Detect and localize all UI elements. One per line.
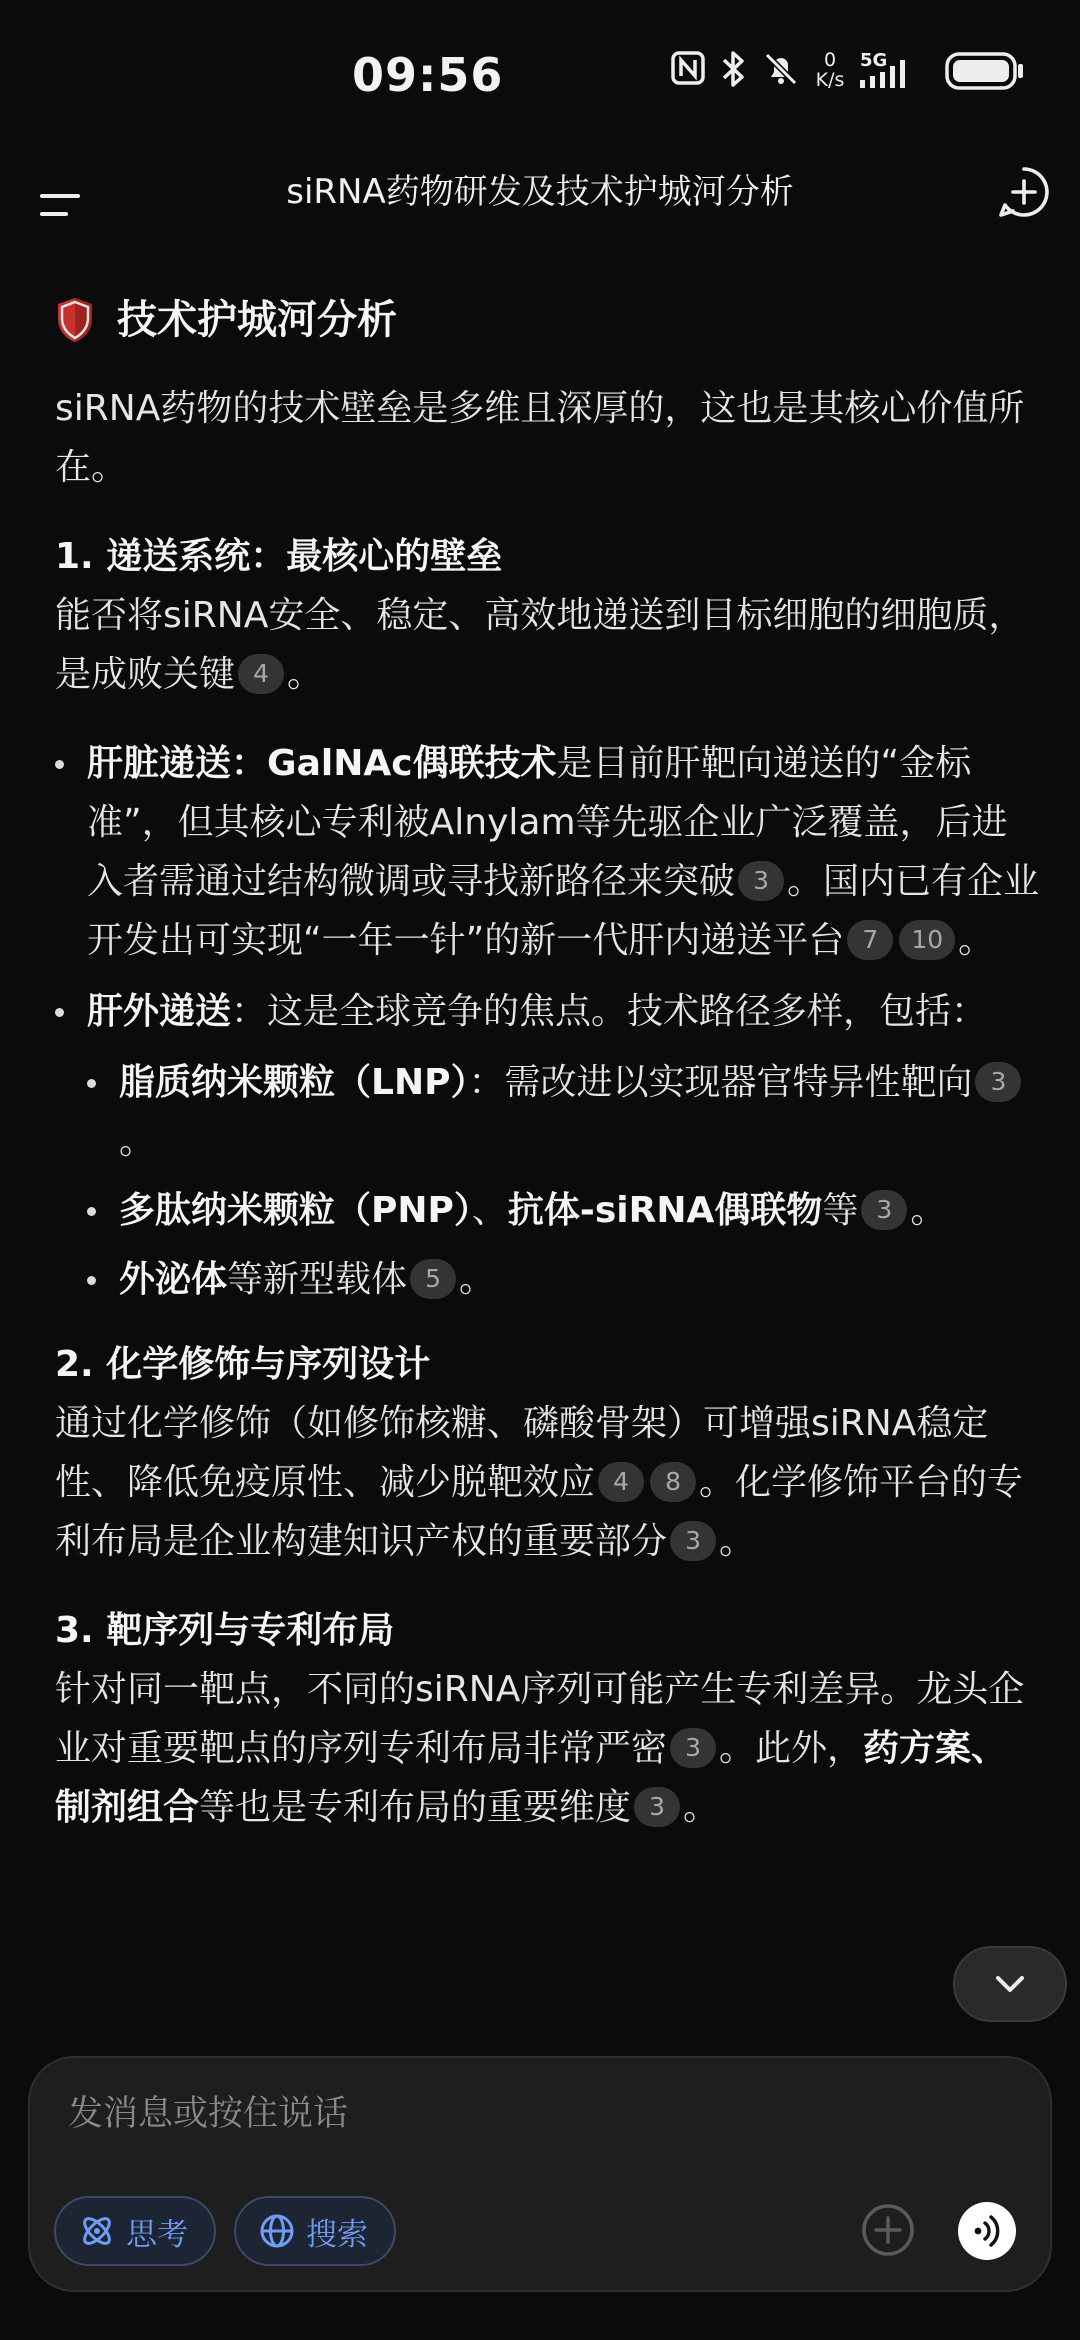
paragraph [55, 1660, 1040, 1837]
bold-text: GalNAc偶联技术 [267, 743, 557, 784]
voice-wave-icon [967, 2211, 1007, 2251]
text: ：需改进以实现器官特异性靶向 [468, 1062, 973, 1103]
section-chemistry [55, 1335, 1040, 1571]
list-item [55, 982, 1040, 1041]
bold-text: 抗体-siRNA偶联物 [507, 1190, 823, 1231]
shield-icon [55, 296, 95, 344]
net-speed [810, 50, 850, 90]
search-toggle[interactable] [234, 2196, 396, 2266]
section-heading [55, 285, 1040, 355]
text: 。国内已有企业开发出可实现“一年一针”的新一代肝内递送平台 [87, 861, 1040, 961]
text: 。此外， [719, 1728, 864, 1769]
search-label: 搜索 [306, 2216, 368, 2253]
bold-text: 肝外递送 [87, 991, 232, 1032]
text: ： [231, 743, 268, 784]
text: 通过化学修饰（如修饰核糖、磷酸骨架）可增强siRNA稳定性、降低免疫原性、减少脱靶效应 [55, 1403, 989, 1503]
text: 。 [958, 920, 995, 961]
mute-bell-icon [762, 50, 800, 88]
net-speed-value: 0 [823, 49, 837, 71]
text: 。 [683, 1787, 720, 1828]
section-title: 2. 化学修饰与序列设计 [55, 1344, 431, 1385]
nfc-icon [670, 50, 706, 86]
paragraph [55, 586, 1040, 704]
section-patent [55, 1601, 1040, 1837]
voice-button[interactable] [958, 2202, 1016, 2260]
text: 等 [822, 1190, 859, 1231]
text: 。 [459, 1259, 496, 1300]
citation-badge[interactable]: 3 [861, 1190, 907, 1230]
text: 。化学修饰平台的专利布局是企业构建知识产权的重要部分 [55, 1462, 1024, 1562]
net-speed-unit: K/s [815, 69, 845, 91]
sub-bullet-list [55, 1053, 1040, 1309]
list-item [87, 1181, 1040, 1240]
section-delivery [55, 527, 1040, 1309]
paragraph [55, 1394, 1040, 1571]
citation-badge[interactable]: 4 [598, 1462, 644, 1502]
text: 。 [287, 654, 324, 695]
list-item [87, 1053, 1040, 1171]
status-time: 09:56 [352, 48, 504, 102]
text: 。 [719, 1521, 756, 1562]
text: 能否将siRNA安全、稳定、高效地递送到目标细胞的细胞质，是成败关键 [55, 595, 1025, 695]
signal-icon [858, 54, 928, 90]
citation-badge[interactable]: 3 [670, 1521, 716, 1561]
chat-title[interactable]: siRNA药物研发及技术护城河分析 [286, 172, 794, 212]
bold-text: 外泌体 [119, 1259, 228, 1300]
citation-badge[interactable]: 3 [738, 861, 784, 901]
heading-text: 技术护城河分析 [117, 296, 397, 343]
bold-text: 脂质纳米颗粒（LNP） [119, 1062, 469, 1103]
bold-text: 多肽纳米颗粒（PNP） [119, 1190, 472, 1231]
message-input[interactable] [66, 2084, 966, 2144]
text: 针对同一靶点，不同的siRNA序列可能产生专利差异。龙头企业对重要靶点的序列专利布局非常严密 [55, 1669, 1025, 1769]
section-title: 3. 靶序列与专利布局 [55, 1610, 395, 1651]
citation-badge[interactable]: 5 [410, 1259, 456, 1299]
intro-paragraph: siRNA药物的技术壁垒是多维且深厚的，这也是其核心价值所在。 [55, 388, 1025, 488]
text: ：这是全球竞争的焦点。技术路径多样，包括： [231, 991, 988, 1032]
text: 、 [471, 1190, 508, 1231]
text: 等新型载体 [227, 1259, 408, 1300]
citation-badge[interactable]: 10 [899, 920, 955, 960]
message-composer [28, 2056, 1052, 2292]
citation-badge[interactable]: 8 [650, 1462, 696, 1502]
chevron-down-icon [992, 1972, 1028, 1996]
text: 。 [119, 1121, 156, 1162]
citation-badge[interactable]: 7 [847, 920, 893, 960]
text: 。 [910, 1190, 947, 1231]
globe-icon [258, 2212, 296, 2250]
list-item [55, 734, 1040, 970]
plus-icon[interactable] [860, 2202, 916, 2258]
list-item [87, 1250, 1040, 1309]
bullet-list [55, 734, 1040, 1041]
bluetooth-icon [720, 50, 748, 88]
text: 等也是专利布局的重要维度 [199, 1787, 632, 1828]
scroll-to-bottom-button[interactable] [953, 1946, 1067, 2022]
bold-text: 肝脏递送 [87, 743, 232, 784]
citation-badge[interactable]: 4 [238, 654, 284, 694]
assistant-message [55, 285, 1040, 1867]
bold-text: 药方案、制剂组合 [55, 1728, 1008, 1828]
citation-badge[interactable]: 3 [634, 1787, 680, 1827]
battery-icon [945, 52, 1025, 90]
citation-badge[interactable]: 3 [975, 1062, 1021, 1102]
think-toggle[interactable] [54, 2196, 216, 2266]
text: 是目前肝靶向递送的“金标准”，但其核心专利被Alnylam等先驱企业广泛覆盖，后进入者需通过结构微调或寻找新路径来突破 [87, 743, 1008, 902]
think-label: 思考 [126, 2216, 188, 2253]
new-chat-icon[interactable] [996, 164, 1052, 220]
citation-badge[interactable]: 3 [670, 1728, 716, 1768]
status-bar [0, 0, 1080, 150]
chat-header [0, 150, 1080, 270]
atom-icon [78, 2212, 116, 2250]
network-type: 5G [860, 50, 888, 71]
section-title: 1. 递送系统：最核心的壁垒 [55, 536, 503, 577]
